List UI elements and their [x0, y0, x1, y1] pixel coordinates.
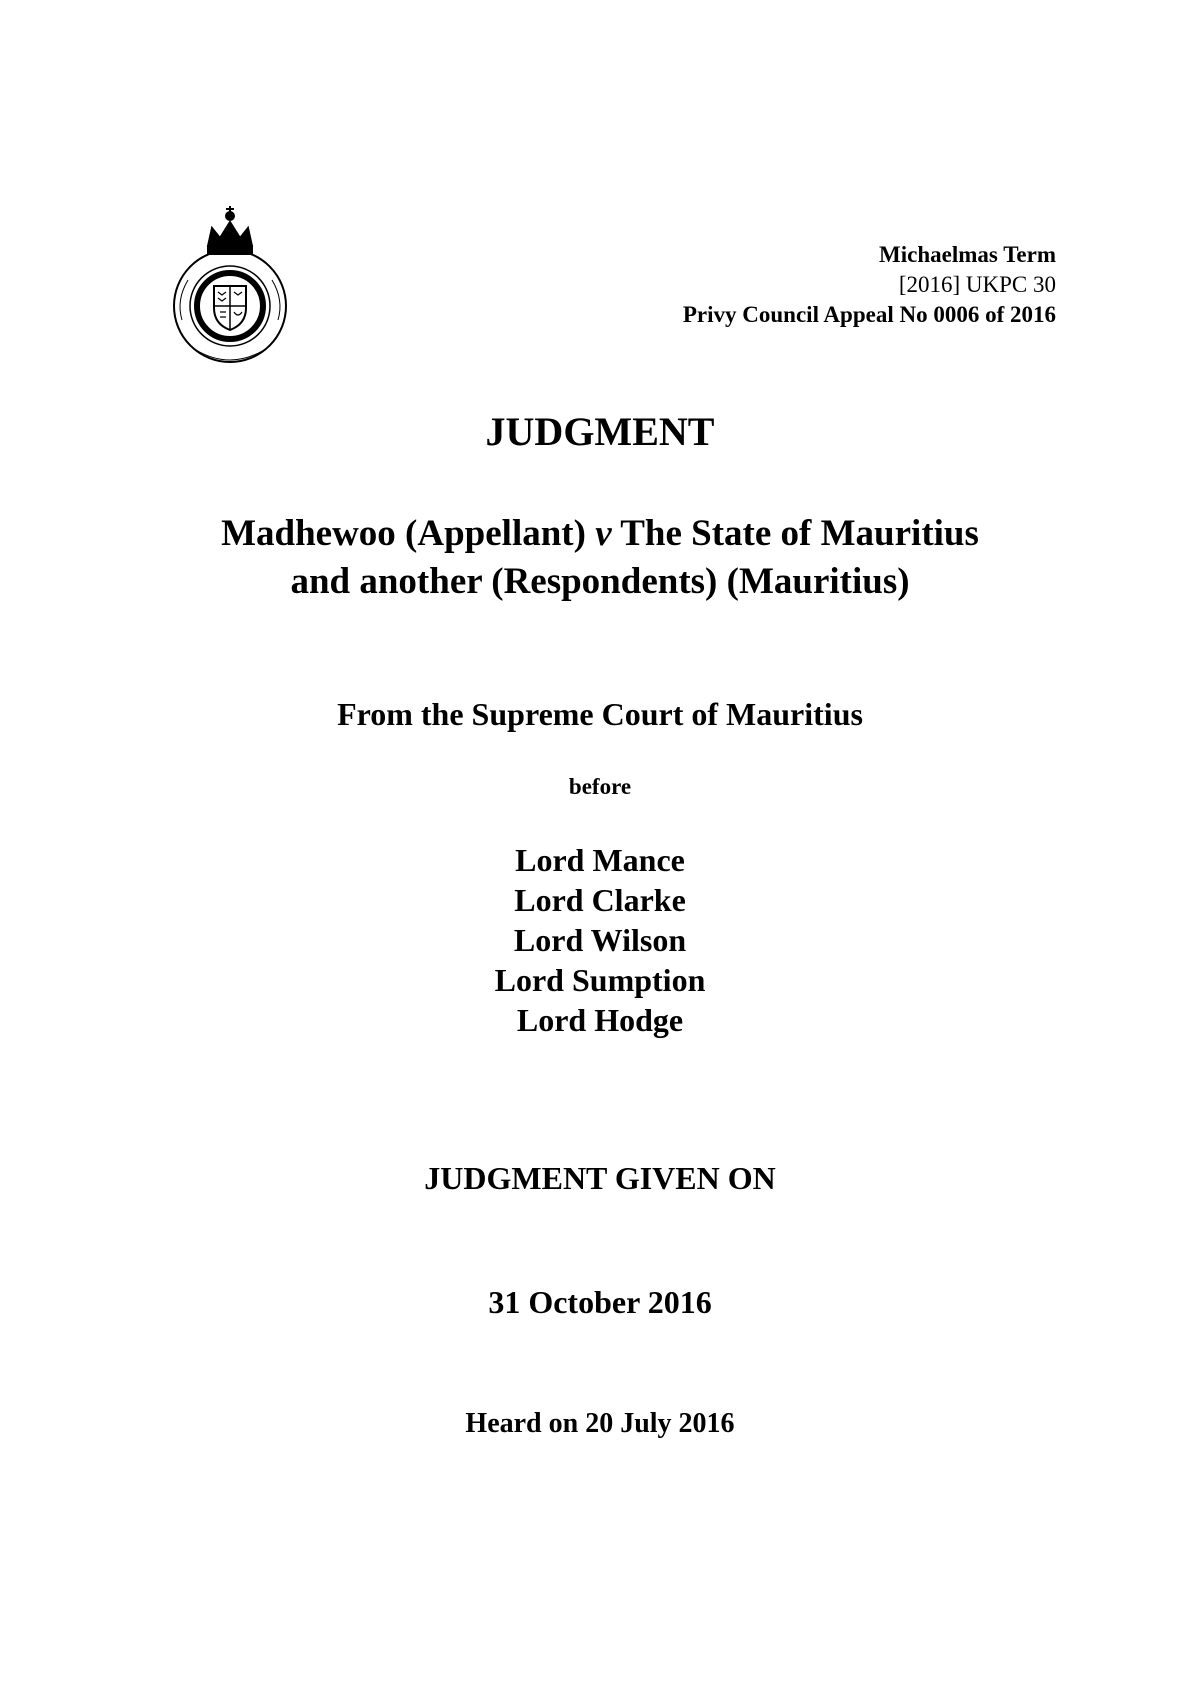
- appeal-number: Privy Council Appeal No 0006 of 2016: [682, 302, 1056, 327]
- judgment-given-label: JUDGMENT GIVEN ON: [424, 1160, 776, 1196]
- judge-name: Lord Wilson: [513, 922, 687, 958]
- case-title-line-1: [0, 510, 1200, 558]
- term-label: Michaelmas Term: [879, 242, 1056, 267]
- judge-name: Lord Sumption: [494, 962, 706, 998]
- judges-list: [0, 840, 1200, 1040]
- case-title-respondent: The State of Mauritius: [611, 513, 979, 554]
- document-title: JUDGMENT: [485, 409, 715, 454]
- case-title: [0, 510, 1200, 606]
- versus-marker: v: [595, 513, 612, 554]
- neutral-citation: [2016] UKPC 30: [898, 272, 1056, 297]
- judge-name: Lord Clarke: [514, 882, 686, 918]
- case-title-line-2: and another (Respondents) (Mauritius): [290, 561, 910, 602]
- judge-name: Lord Mance: [515, 842, 685, 878]
- case-reference-block: [683, 240, 1056, 330]
- privy-council-seal-icon: [160, 198, 300, 368]
- judgment-date: 31 October 2016: [488, 1284, 712, 1320]
- before-label: before: [568, 774, 632, 799]
- lower-court: From the Supreme Court of Mauritius: [337, 696, 863, 732]
- judge-name: Lord Hodge: [516, 1002, 684, 1038]
- case-title-appellant: Madhewoo (Appellant): [221, 513, 596, 554]
- hearing-date: Heard on 20 July 2016: [465, 1408, 735, 1439]
